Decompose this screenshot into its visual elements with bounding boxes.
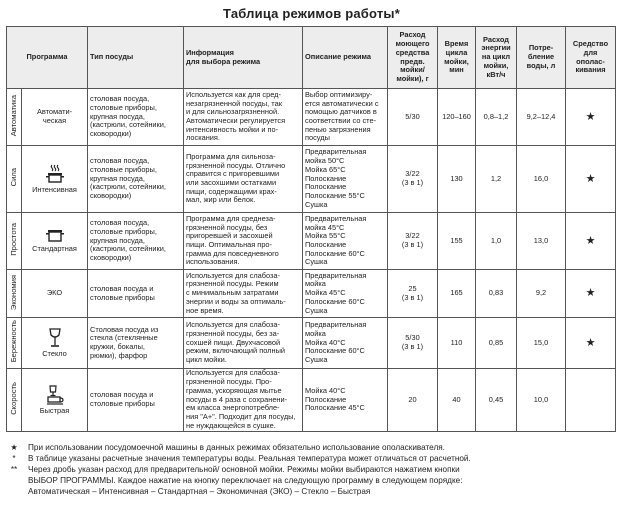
- program-cell: [22, 89, 88, 146]
- side-label-cell: [7, 89, 22, 146]
- time-value: 165: [450, 288, 463, 298]
- mode-description: Предварительная мойка 50°C Мойка 65°C Полоскание Полоскание Полоскание 55°C Сушка: [305, 147, 367, 209]
- modes-table: [6, 26, 616, 432]
- side-label: Автоматика: [8, 95, 18, 137]
- program-cell: [22, 146, 88, 213]
- header-description: Описание режима: [303, 27, 388, 89]
- water-value: 10,0: [533, 394, 549, 404]
- mode-info: Используется для слабоза- грязненной посуды. Про- грамма, ускоряющая мытье посуды в 4 раза с сохранени- ем класса энергопотребле- ния "А+". Подходит для посуды, не нуждающейся в сушке.: [186, 368, 296, 430]
- footnotes: [6, 443, 616, 498]
- detergent-value: 3/22 (3 в 1): [401, 169, 424, 187]
- mode-description: Предварительная мойка Мойка 45°C Полоскание 60°C Сушка: [305, 270, 367, 315]
- mode-description: Выбор оптимизиру- ется автоматически с помощью датчиков в соответствии со сте- пенью загрязнения посуды: [305, 89, 379, 143]
- detergent-value: 5/30: [405, 111, 420, 121]
- program-name: ЭКО: [46, 288, 63, 298]
- time-value: 120–160: [442, 111, 471, 121]
- table-row: [7, 146, 616, 213]
- mode-info: Используется как для сред- незагрязненной посуды, так и для сильнозагрязненной. Автоматически регулируется интенсивность мойки и по- лоскания.: [186, 89, 286, 143]
- detergent-value: 20: [408, 394, 417, 404]
- mode-info: Используется для слабоза- грязненной посуды, без за- сохшей пищи. Двухчасовой режим, включающий полный цикл мойки.: [186, 320, 286, 365]
- energy-value: 0,45: [488, 394, 504, 404]
- side-label: Бережность: [8, 320, 18, 363]
- program-name: Стандартная: [32, 243, 77, 253]
- dish-type: столовая посуда, столовые приборы, крупная посуда, (кастрюли, сотейники, сковородки): [90, 94, 166, 139]
- time-value: 110: [450, 337, 463, 347]
- rinse-star-icon: ★: [585, 336, 596, 349]
- footnote-text: При использовании посудомоечной машины в данных режимах обязательно использование ополаскивателя.: [28, 443, 445, 452]
- program-name: Быстрая: [39, 405, 70, 415]
- dish-type: столовая посуда и столовые приборы: [90, 390, 155, 408]
- footnote-continuation: [6, 487, 616, 498]
- water-value: 9,2: [535, 288, 547, 298]
- program-cell: [22, 318, 88, 369]
- table-row: [7, 89, 616, 146]
- side-label-cell: [7, 369, 22, 432]
- side-label: Скорость: [8, 382, 18, 416]
- energy-value: 0,8–1,2: [483, 111, 509, 121]
- side-label-cell: [7, 213, 22, 270]
- side-label: Экономия: [8, 274, 18, 310]
- table-row: [7, 369, 616, 432]
- time-value: 155: [450, 235, 463, 245]
- footnote-text: Через дробь указан расход для предварительной/ основной мойки. Режимы мойки выбираются нажатием кнопки: [28, 464, 460, 474]
- mode-info: Программа для сильноза- грязненной посуды. Отлично справится с пригоревшими или засохшими остатками пищи, содержащими крах- мал, жир или белок.: [186, 151, 286, 205]
- footnote-text: ВЫБОР ПРОГРАММЫ. Каждое нажатие на кнопку переключает на следующую программу в следующем порядке:: [28, 475, 463, 485]
- header-detergent: Расход моющего средства предв. мойки/ мойки), г: [388, 27, 438, 89]
- header-rinse: Средство для ополас- кивания: [566, 27, 616, 89]
- dish-type: столовая посуда и столовые приборы: [90, 283, 155, 302]
- footnote-text: Автоматическая – Интенсивная – Стандартная – Экономичная (ЭКО) – Стекло – Быстрая: [28, 486, 371, 496]
- water-value: 16,0: [533, 173, 549, 183]
- header-row: [7, 27, 616, 89]
- footnote-asterisk: [6, 454, 616, 465]
- pot-icon: [24, 229, 85, 243]
- program-cell: [22, 369, 88, 432]
- page-title: Таблица режимов работы*: [223, 6, 400, 21]
- energy-value: 0,85: [488, 337, 504, 347]
- footnote-mark: **: [10, 464, 18, 474]
- time-value: 130: [450, 173, 463, 183]
- rinse-star-icon: ★: [585, 172, 596, 185]
- header-energy: Расход энергии на цикл мойки, кВт/ч: [476, 27, 517, 89]
- glass-cup-icon: [24, 385, 85, 405]
- mode-info: Используется для слабоза- грязненной посуды. Режим с минимальным затратами энергии и воды за оптималь- ное время.: [186, 270, 286, 315]
- energy-value: 1,2: [490, 173, 502, 183]
- time-value: 40: [452, 394, 461, 404]
- footnote-star: [6, 443, 616, 454]
- mode-info: Программа для среднеза- грязненной посуды, без пригоревшей и засохшей пищи. Оптимальная про- грамма для повседневного использования.: [186, 213, 279, 267]
- footnote-double-asterisk: [6, 465, 616, 476]
- energy-value: 0,83: [488, 288, 504, 298]
- mode-description: Предварительная мойка 45°C Мойка 55°C Полоскание Полоскание 60°C Сушка: [305, 213, 367, 267]
- table-row: [7, 213, 616, 270]
- rinse-star-icon: ★: [585, 234, 596, 247]
- side-label-cell: [7, 318, 22, 369]
- wine-glass-icon: [24, 328, 85, 348]
- footnote-mark: *: [12, 453, 16, 463]
- dish-type: столовая посуда, столовые приборы, крупная посуда, (кастрюли, сотейники, сковородки): [90, 218, 166, 263]
- pot-steam-icon: [24, 164, 85, 184]
- header-water: Потре- бление воды, л: [517, 27, 566, 89]
- table-row: [7, 270, 616, 318]
- program-name: Интенсивная: [32, 184, 77, 194]
- header-time: Время цикла мойки, мин: [438, 27, 476, 89]
- side-label-cell: [7, 270, 22, 318]
- mode-description: Мойка 40°C Полоскание Полоскание 45°C: [305, 385, 365, 413]
- water-value: 15,0: [533, 337, 549, 347]
- program-name: Автомати- ческая: [36, 107, 73, 125]
- program-cell: [22, 213, 88, 270]
- dish-type: столовая посуда, столовые приборы, крупная посуда, (кастрюли, сотейники, сковородки): [90, 156, 166, 201]
- header-program: Программа: [7, 27, 88, 89]
- detergent-value: 3/22 (3 в 1): [401, 231, 424, 249]
- program-cell: [22, 270, 88, 318]
- program-name: Стекло: [42, 348, 67, 358]
- dish-type: Столовая посуда из стекла (стеклянные кружки, бокалы, рюмки), фарфор: [90, 324, 159, 360]
- footnote-text: В таблице указаны расчетные значения температуры воды. Реальная температура может отличаться от расчетной.: [28, 453, 471, 463]
- footnote-mark: ★: [10, 443, 18, 452]
- rinse-star-icon: ★: [585, 110, 596, 123]
- detergent-value: 5/30 (3 в 1): [401, 333, 424, 351]
- energy-value: 1,0: [490, 235, 502, 245]
- side-label: Простота: [8, 223, 18, 257]
- side-label: Сила: [8, 168, 18, 187]
- water-value: 9,2–12,4: [526, 111, 556, 121]
- detergent-value: 25 (3 в 1): [401, 283, 424, 302]
- side-label-cell: [7, 146, 22, 213]
- water-value: 13,0: [533, 235, 549, 245]
- mode-description: Предварительная мойка Мойка 40°C Полоскание 60°C Сушка: [305, 320, 367, 365]
- rinse-star-icon: ★: [585, 287, 596, 300]
- header-dish-type: Тип посуды: [88, 27, 184, 89]
- header-info: Информация для выбора режима: [184, 27, 303, 89]
- footnote-continuation: [6, 476, 616, 487]
- table-row: [7, 318, 616, 369]
